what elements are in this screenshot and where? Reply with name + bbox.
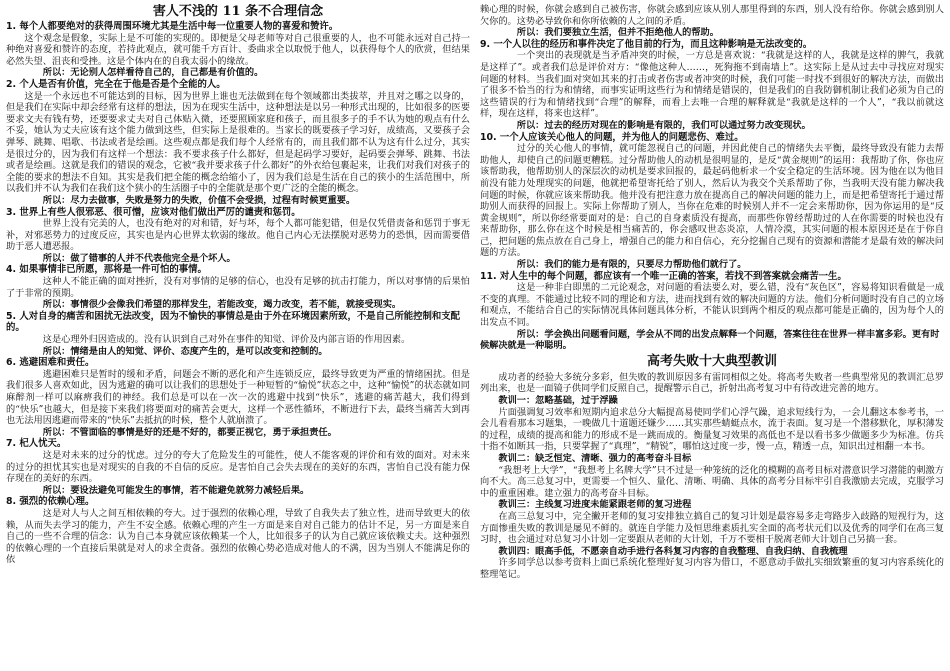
belief-body: 这是心理外归因造成的。没有认识到自己对外在事件的知觉、评价及内部言语的作用因素。 — [42, 334, 411, 346]
lesson-body: “我想考上大学”，“我想考上名牌大学”只不过是一种笼统的泛化的模糊的高考目标对潜意识学习潜能的刺激方向不大。高三总复习中，更需要一个恒久、量化、清晰、明确、具体的高考分目标牢引自我激励去完成，克服学习中的重重困难。建立强力的高考奋斗目标。 — [480, 464, 944, 499]
belief-heading: 10. 一个人应该关心他人的问题，并为他人的问题悲伤、难过。 — [480, 131, 744, 143]
belief-body: 这种人不能正确的面对挫折，没有对事情的足够的信心，也没有足够的抗击打能力，所以对事情的后果怕了于非常的预期。 — [6, 276, 470, 299]
lesson-item — [480, 395, 944, 453]
lesson-title: 教训二：缺乏恒定、清晰、强力的高考奋斗目标 — [498, 452, 692, 464]
belief-body: 这是对未来的过分的忧虑。过分的夸大了危险发生的可能性，使人不能客观的评价和有效的面对。对未来的过分的担忧其实也是对现实的自我的不自信的反应。是害怕自己会失去现在的美好的东西，害怕自己没有能力保存现在的美好的东西。 — [6, 449, 470, 485]
belief-heading: 4. 如果事情非已所愿，那将是一件可怕的事情。 — [6, 264, 207, 276]
belief-conclusion: 所以：学会换出问题看问题，学会从不同的出发点解释一个问题，答案往往在世界一样丰富多彩。更有时候解决就是一种聪明。 — [480, 328, 940, 352]
belief-conclusion: 所以：情绪是由人的知觉、评价、态度产生的，是可以改变和控制的。 — [42, 345, 328, 357]
lesson-item — [480, 453, 944, 499]
belief-item — [6, 264, 470, 310]
lesson-item — [480, 499, 944, 545]
belief-item — [6, 79, 470, 207]
belief-body: 这是一种非白即黑的二元论观念，对问题的看法要么对，要么错，没有“灰色区”，容易将知识看做是一成不变的真理。不能通过比较不同的理论和方法，进而找到有效的解决问题的方法。他们分析问题时没有自己的立场和观点，不能结合自己的实际情况具体问题具体分析，不能认识到两个相反的观点都可能是正确的，因为每个人的出发点不同。 — [480, 282, 944, 329]
belief-body: 过分的关心他人的事情，就可能忽视自己的问题，并因此使自己的情绪失去平衡，最终导致没有能力去帮助他人，却使自己的问题更糟糕。过分帮助他人的动机是很明显的，是反“黄金规则”的运用：我帮助了你，你也应该帮助我，他帮助别人的深层次的动机是要求回报的，最起码他析求一个安全稳定的生活环境。因为他在以为他目前没有能力处理现实的问题，他就把希望寄托给了别人，然后认为我交个关系帮助了你，当我明天没有能力解决我问题的时候，你就应该来帮助我。他并没有把注意力放在提高自己的解决问题的能力上，而是把希望寄托于通过帮助别人而获得的回报上。实际上你帮助了别人，当你在危难的时候别人并不一定会来帮助你，因为你运用的是“反黄金规则”，所以你经常要面对的是：自己的自身素质没有提高，而那些你曾经帮助过的人在你需要的时候也没有来帮助你，那么你在这个时候是相当痛苦的，你会感叹世态炎凉，人情冷漠，其实问题的根本原因还是在于你自己，把问题的焦点放在自己身上，增强自己的能力和自信心，充分挖掘自己现有的资源和潜能才是最有效的解决问题的方法。 — [480, 143, 944, 259]
belief-item — [6, 357, 470, 438]
belief-conclusion: 所以：做了错事的人并不代表他完全是个坏人。 — [42, 252, 236, 264]
belief-conclusion: 所以：我们要独立生活，但并不拒绝他人的帮助。 — [516, 27, 719, 39]
section-title: 高考失败十大典型教训 — [646, 353, 777, 369]
belief-conclusion: 所以：不管面临的事情是好的还是不好的，都要正视它，勇于承担责任。 — [42, 426, 337, 438]
belief-item — [480, 271, 944, 352]
belief-heading: 1. 每个人都要绝对的获得周围环境尤其是生活中每一位重要人物的喜爱和赞许。 — [6, 21, 339, 32]
lesson-title: 教训一：忽略基础，过于浮躁 — [498, 395, 618, 406]
belief-conclusion: 所以：过去的经历对现在的影响是有限的，我们可以通过努力改变现状。 — [516, 119, 811, 131]
belief-heading: 6. 逃避困难和责任。 — [6, 357, 95, 369]
belief-heading: 3. 世界上有些人很邪恶、很可憎，应该对他们做出严厉的谴责和惩罚。 — [6, 206, 301, 218]
belief-heading: 11. 对人生中的每个问题，都应该有一个唯一正确的答案，若找不到答案就会痛苦一生。 — [480, 270, 847, 282]
lesson-body: 在高三总复习中，完全撇开老师的复习安排独立搞自己的复习计划是最容易多走弯路步入歧路的短视行为，这方面惨重失败的教训是屡见不鲜的。就连自学能力及恒思维素质扎实全面的高考状元们以及优秀的同学们在高三复习时，也会通过对总复习小计划一定要跟从老师的大计划，千万不要相干脱离老师大计划自己另搞一套。 — [480, 510, 944, 546]
belief-conclusion: 所以：无论别人怎样看待自己的，自己都是有价值的。 — [42, 67, 264, 79]
belief-heading: 8. 强烈的依赖心理。 — [6, 496, 95, 508]
belief-item — [480, 132, 944, 271]
belief-item — [6, 438, 470, 496]
belief-conclusion: 所以：我们的能力是有限的，只要尽力帮助他们就行了。 — [516, 259, 747, 271]
lesson-title: 教训四：眼高手低，不愿亲自动手进行各科复习内容的自我整理、自我归纳、自我梳理 — [498, 545, 848, 557]
belief-conclusion: 所以：要设法避免可能发生的事情，若不能避免就努力减轻后果。 — [42, 484, 310, 496]
belief-item — [6, 21, 470, 79]
belief-heading: 2. 个人是否有价值，完全在于他是否是个全能的人。 — [6, 78, 226, 90]
belief-conclusion: 所以：事情很少会像我们希望的那样发生，若能改变，竭力改变，若不能，就接受现实。 — [42, 299, 402, 311]
belief-body: 这是对人与人之间互相依赖的夸大。过于强烈的依赖心理，导致了自我失去了独立性，进而导致更大的依赖，从而失去学习的能力，产生不安全感。依赖心理的产生一方面是来自对自己能力的估计不足，另一方面是来自自己的一些不合理的信念：认为自己本身就应该依赖某一个人，比如很多子的认为自己就应该依赖丈夫。这种强烈的依赖心理的一个直接后果就是对人的求全责备。强烈的依赖心势必造成对他人的不满，因为当别人不能满足你的依 — [6, 507, 470, 566]
lesson-body: 许多同学总以参考资料上面已系统化整理好复习内容为借口，不愿意动手做扎实细致繁重的复习内容系统化的整理笔记。 — [480, 557, 944, 580]
belief-item — [6, 207, 470, 265]
belief-body: 一个突出的表现就是当矛盾冲突的时候，一方总是喜欢说：“我就是这样的人，我就是这样的脾气，我就是这样了”。或者我们总是评价对方：“像他这种人……，死狗拖不到南墙上”。这实际上是从过去中寻找应对现实问题的材料。当我们面对突如其来的打击或者伤害或者冲突的时候，我们可能一时找不到很好的解决方法，而做出了很多不恰当的行为和情绪，而事实证明这些行为和情绪是错误的，但是我们的自我防御机制让我们必须为自己的这些错误的行为和情绪找到“合理”的解释，而看上去唯一合理的解释就是“我就是这样的一个人”，“我以前就这样，现在这样，将来也这样”。 — [480, 50, 944, 120]
belief-item — [480, 39, 944, 132]
lesson-body: 片面强调复习效率和短期内追求总分大幅提高易使同学们心浮气躁，追求短线行为，一会儿翻这本参考书，一会儿看看那本习题集，一晚做几十道题还嫌少……其实那些蜻蜓点水，流于表面。复习是一个潜移默化，厚积薄发的过程，成绩的提高和能力的形成不是一跳而成的。衡量复习效果的高低也不是以看书多少做题多少为标准。仿兵十指不如断其一指，只要掌握了“真理”，“精锐”，哪怕这过度一步，慢一点，精透一点，知识出过相翻一本书。 — [480, 406, 944, 453]
belief-heading: 5. 人对自身的痛苦和困扰无法改变，因为不愉快的事情总是由于外在环境因素所致，不是自己所能控制和支配的。 — [6, 310, 460, 334]
belief-heading: 9. 一个人以往的经历和事件决定了他目前的行为，而且这种影响是无法改变的。 — [480, 38, 813, 50]
lesson-title: 教训三：主线复习进度未能紧跟老师的复习进程 — [498, 499, 692, 511]
section-intro: 成功者的经验大多统分多彩，但失败的教训原因多有雷同相似之处。将高考失败者一些典型常见的教训汇总罗列出来，也是一面镜子供同学们反照自己，提醒警示自己，折射出高考复习中有待改进完善的地方。 — [480, 371, 944, 395]
lesson-item — [480, 546, 944, 581]
belief-body: 世界上没有完美的人，也没有绝对的对和错，好与坏，每个人都可能犯错，但是仅凭借责备和惩罚于事无补，对邪恶势力的过度反应，其实也是内心世界太软弱的缘故。他自己内心无法摆脱对恶势力的恐惧，因而需要借助于恶人遭恶报。 — [6, 218, 470, 253]
continued-text: 赖心理的时候，你就会感到自己被伤害，你就会感到应该从别人那里得到的东西，别人没有给你。你就会感到别人欠你的。这势必导致你和你所依赖的人之间的矛盾。 — [480, 4, 944, 27]
right-column — [480, 4, 944, 671]
belief-heading: 7. 杞人忧天。 — [6, 438, 67, 450]
left-column — [6, 4, 470, 671]
belief-body: 逃避困难只是暂时的缓和矛盾，问题会不断的恶化和产生连锁反应，最终导致更为严重的情绪困扰。但是我们很多人喜欢如此，因为逃避的确可以让我们的思想处于一种短暂的“愉悦”状态之中，这种“愉悦”的状态就如同麻醉剂一样可以麻痹我们的神经。我们总是可以在一次一次的逃避中找到“快乐”，逃避的痛苦越大，我们得到的“快乐”也越大，但是接下来我们将要面对的痛苦会更大，这样一个恶性循环，不断进行下去，最终当痛苦大到再也无法用因逃避而带来的“快乐”去抵抗的时候，整个人就崩溃了。 — [6, 368, 470, 427]
belief-item — [6, 311, 470, 357]
document-title: 害人不浅的 11 条不合理信念 — [152, 4, 324, 19]
belief-body: 这是一个永远也不可能达到的目标，因为世界上谁也无法做到在每个领域都出类拔萃，并且对之哪之以身的，但是我们在实际中却会经常有这样的想法，因为在现实生活中，这种想法是以另一种形式出现的，比如很多的医要要求文夫有钱有势，还要要求丈夫对自己体贴入微，还要照顾家庭和孩子，而且很多子的手不认为她的观点有什么不妥，她认为丈夫应该有这个能力做到这些，但实际上是很难的。当家长的既要孩子学习好，成绩高，又要孩子会弹琴、跳舞、唱歌、书法或者是绘画。这些观点都是我们每个人经常有的，而且我们都不认为这有什么过分，其实是很过分的，因为我们有这样一个想法：我不要求孩子什么都好，但是起码学习要好，起码要会弹琴、跳舞、书法或者是绘画。这就是我们的错误的观念，它被“我并要求孩子什么都好”的外衣给包裹起来，让我们对我们对孩子的全能的要求的想法不自知。其实是我们把全能的概念给缩小了，因为我们总是生活在自己的狭小的生活范围中，所以我们并不认为我们在我们这个狭小的生活圈子中的全能就是那个更广泛的全能的概念。 — [6, 90, 470, 195]
belief-item — [6, 496, 470, 566]
belief-body: 这个观念是假象，实际上是不可能的实现的。即便是父母老师等对自己很重要的人，也不可能永远对自己持一种绝对喜爱和赞许的态度，若持此观点，就可能千方百计、委曲求全以取悦于他人，以获得每个人的欣赏，但结果必然失望、沮丧和受挫。这是个体内在的自我太弱小的缘故。 — [6, 32, 470, 67]
belief-conclusion: 所以：尽力去做事，失败是努力的失败，价值不会受损，过程有时候更重要。 — [42, 194, 356, 206]
